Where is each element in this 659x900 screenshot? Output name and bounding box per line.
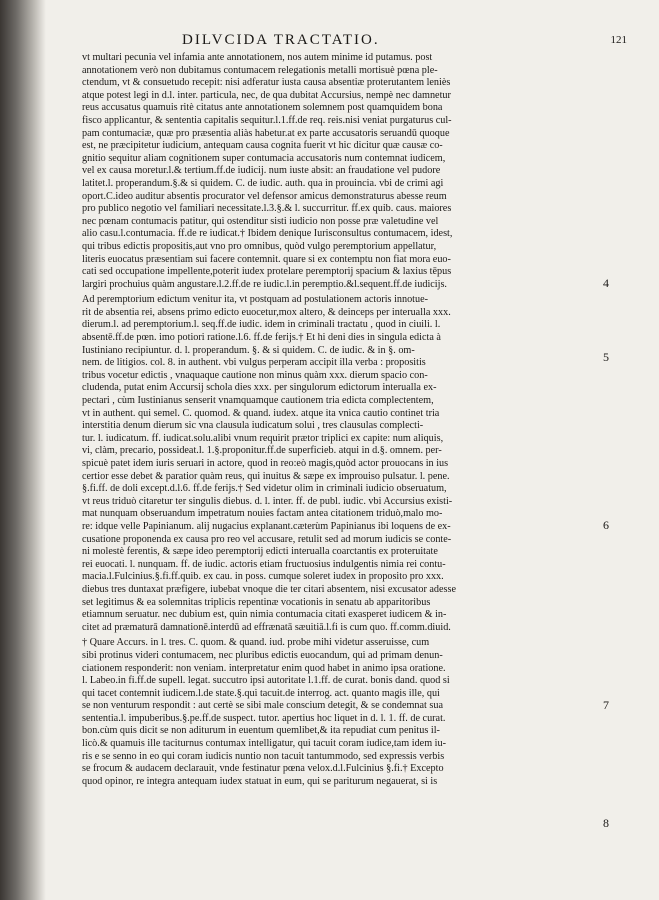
text-line: ctendum, vt & consuetudo recepit: nisi adferatur iusta causa absentiæ proterutantem leniès bbox=[82, 77, 451, 89]
text-line: vt reus triduò citaretur ter singulis diebus. d. l. inter. ff. de publ. iudic. vbi Accursius existi- bbox=[82, 495, 453, 507]
text-line: qui tribus edictis propositis,aut vno pro omnibus, quòd vulgo peremptorium appellatur, bbox=[82, 240, 437, 252]
text-line: ris e se senno in eo qui coram iudicis nuntio non tacuit tantummodo, sed expressis verbis bbox=[82, 750, 445, 762]
text-line: cusatione proponenda ex causa pro reo vel accusare, retulit sed ad morum iudicis se conte- bbox=[82, 533, 452, 545]
text-line: largiri prochuius quàm angustare.l.2.ff.de re iudic.l.in peremptio.&l.sequent.ff.de iudicijs. bbox=[82, 278, 447, 290]
text-line: dierum.l. ad peremptorium.l. seq.ff.de iudic. idem in criminali tractatu , quod in ciuili. l. bbox=[82, 319, 441, 331]
text-line: nec pœnam contumacis patitur, qui ostenditur sisti iudicio non posse præ valetudine vel bbox=[82, 215, 439, 227]
text-line: oport.C.ideo auditur absentis procurator vel defensor amicus demonstraturus abesse reum bbox=[82, 190, 447, 202]
text-line: vt in authent. qui semel. C. quomod. & quand. iudex. atque ita vnica cautio continet tria bbox=[82, 407, 440, 419]
text-line: Ad peremptorium edictum venitur ita, vt postquam ad postulationem actoris innotue- bbox=[82, 294, 429, 306]
text-line: literis euocatus præsentiam sui facere contemnit. quare si ex contemptu non fiat mora euo- bbox=[82, 253, 451, 265]
margin-note: 4 bbox=[603, 276, 609, 290]
text-line: interstitia denum dierum sic vna clausula iudicatum solui , tres clausulas complecti- bbox=[82, 420, 424, 432]
margin-note: 7 bbox=[603, 698, 609, 712]
text-line: sententia.l. impuberibus.§.pe.ff.de suspect. tutor. apertius hoc liquet in d. l. 1. ff. de curat. bbox=[82, 712, 446, 724]
text-line: ciationem responderit: non veniam. interpretatur enim quod habet in animo ipsa oratione. bbox=[82, 662, 446, 674]
text-line: fisco applicantur, & sententia capitalis sequitur.l.1.ff.de req. reis.nisi veniat purgaturus cul- bbox=[82, 114, 452, 126]
text-line: atque potest legi in d.l. inter. particula, nec, de qua dubitat Accursius, nempè nec damnetur bbox=[82, 89, 451, 101]
paragraph bbox=[82, 52, 617, 291]
margin-note: 6 bbox=[603, 518, 609, 532]
text-line: quod opinor, re integra antequam iudex statuat in eum, qui se pariturum negauerat, si is bbox=[82, 775, 438, 787]
text-line: vi, clàm, precario, possideat.l. 1.§.proponitur.ff.de superficieb. atqui in d.§. omnem. per- bbox=[82, 445, 442, 457]
text-line: diebus tres duntaxat præfigere, iubebat vnoque die ter citari absentem, nisi excusator adesse bbox=[82, 583, 456, 595]
text-line: Iustiniano recipiuntur. d. l. properandum. §. & si quidem. C. de iudic. & in §. om- bbox=[82, 344, 415, 356]
text-line: vel ex causa moretur.l.& tertium.ff.de iudicij. num iuste absit: an fraudatione vel pudore bbox=[82, 165, 441, 177]
text-line: tribus vocetur edictis , vnaquaque cautione non minus quàm xxx. dierum spacio con- bbox=[82, 369, 428, 381]
text-line: pectari , cùm Iustinianus senserit vnamquamque cautionem tria edicta complectentem, bbox=[82, 395, 434, 407]
text-line: set legitimus & ea solemnitas triplicis repentinæ vocationis in senatu ab apparitoribus bbox=[82, 596, 431, 608]
text-line: pro publico negotio vel familiari necessitate.l.3.§.& l. succurritur. ff.ex quib. caus. maiores bbox=[82, 203, 452, 215]
text-line: macia.l.Fulcinius.§.fi.ff.quib. ex cau. in poss. cumque soleret iudex in proposito pro xxx. bbox=[82, 571, 444, 583]
text-line: qui tacet contemnit iudicem.l.de state.§.qui tacuit.de interrog. act. quanto magis ille, qui bbox=[82, 687, 440, 699]
paragraph bbox=[82, 637, 617, 788]
text-line: se frocum & audacem declarauit, vnde festinatur pœna velox.d.l.Fulcinius §.fi.† Excepto bbox=[82, 763, 444, 775]
text-line: annotationem verò non dubitamus contumacem relegationis metalli mortisuè pœna ple- bbox=[82, 64, 438, 76]
text-line: mat nunquam obseruandum impetratum nouies factam antea citationem triduò,malo mo- bbox=[82, 508, 443, 520]
text-line: spicuè patet idem iuris seruari in actore, quod in reo:eò magis,quòd actor prouocans in ius bbox=[82, 458, 449, 469]
text-line: reus accusatus quamuis ritè citatus ante annotationem solemnem post quamquidem bona bbox=[82, 102, 443, 114]
text-line: etiamnum seruatur. nec dubium est, quin nimia contumacia citati exasperet iudicem & in- bbox=[82, 609, 447, 621]
text-line: l. Labeo.in fi.ff.de supell. legat. succutro ipsi autoritate l.1.ff. de curat. bonis dand. quod si bbox=[82, 675, 450, 687]
text-line: §.fi.ff. de doli except.d.l.6. ff.de ferijs.† Sed videtur olim in criminali iudicio obseruatum, bbox=[82, 483, 447, 495]
book-page bbox=[82, 30, 627, 890]
body-text bbox=[82, 52, 617, 788]
paragraph bbox=[82, 294, 617, 634]
margin-note: 5 bbox=[603, 350, 609, 364]
text-line: absentē.ff.de pœn. imo potiori ratione.l.6. ff.de ferijs.† Et hi deni dies in singula edicta à bbox=[82, 332, 441, 344]
text-line: cati sed occupatione impellente,poterit iudex protelare peremptorij spacium & laxius tēpus bbox=[82, 266, 452, 278]
text-line: rit de absentia rei, absens primo edicto euocetur,mox altero, & deinceps per interualla xxx. bbox=[82, 306, 451, 318]
text-line: † Quare Accurs. in l. tres. C. quom. & quand. iud. probe mihi videtur asseruisse, cum bbox=[82, 637, 430, 649]
page-header bbox=[82, 30, 627, 52]
text-line: re: idque velle Papinianum. alij nugacius explanant.cæterùm Papinianus ibi loquens de ex- bbox=[82, 520, 451, 532]
text-line: sibi protinus videri contumacem, nec pluribus edictis euocandum, qui ad primam denun- bbox=[82, 649, 443, 661]
text-line: cludenda, putat enim Accursij schola dies xxx. per singulorum edictorum interualla ex- bbox=[82, 382, 437, 394]
text-line: alio casu.l.contumacia. ff.de re iudicat.† Ibidem denique Iurisconsultus contumacem, idest, bbox=[82, 228, 453, 240]
text-line: certior esse debet & paratior quàm reus, qui inuitus & sæpe ex improuiso pulsatur. l. pene. bbox=[82, 470, 450, 482]
margin-note: 8 bbox=[603, 816, 609, 830]
text-line: est, ne præcipitetur iudicium, antequam causa cognita fuerit vt hic dicitur quæ causæ co- bbox=[82, 140, 443, 152]
text-line: citet ad præmaturā damnationē.interdū ad effrænatā sæuitiā.l.fi is cum quo. ff.comm.diuid. bbox=[82, 621, 451, 633]
text-line: nem. de litigios. col. 8. in authent. vbi vulgus perperam accipit illa verba : propositis bbox=[82, 357, 426, 369]
text-line: pam contumaciæ, quæ pro præsentia aliàs habetur.at ex parte accusatoris seruandū quoque bbox=[82, 127, 450, 139]
text-line: vt multari pecunia vel infamia ante annotationem, nos autem minime id putamus. post bbox=[82, 52, 433, 63]
text-line: ni molestè ferentis, & sæpe ideo peremptorij edicti interualla coarctantis ex proteruitate bbox=[82, 546, 438, 558]
text-line: rei euocati. l. nunquam. ff. de iudic. actoris etiam fructuosius indulgentis nimia rei contu- bbox=[82, 558, 446, 570]
text-line: se non venturum respondit : aut certè se sibi male conscium detegit, & se condemnat sua bbox=[82, 700, 443, 712]
running-title: DILVCIDA TRACTATIO. bbox=[182, 32, 380, 48]
text-line: gnitio sequitur aliam cognitionem super contumacia accusatoris num contemnat iudicem, bbox=[82, 152, 446, 164]
text-line: bon.cùm quis dicit se non aditurum in euentum quemlibet,& ita repudiat cum penitus il- bbox=[82, 725, 440, 737]
text-line: latitet.l. properandum.§.& si quidem. C. de iudic. auth. qua in prouincia. vbi de crimi agi bbox=[82, 177, 444, 189]
page-number: 121 bbox=[610, 34, 627, 46]
text-line: tur. l. iudicatum. ff. iudicat.solu.alibi vnum requirit prætor triplici ex capite: num aliquis, bbox=[82, 432, 444, 444]
book-spine-shadow bbox=[0, 0, 46, 900]
text-line: licò.& quamuis ille taciturnus contumax intelligatur, qui tacuit coram iudice,tam idem iu- bbox=[82, 738, 446, 750]
